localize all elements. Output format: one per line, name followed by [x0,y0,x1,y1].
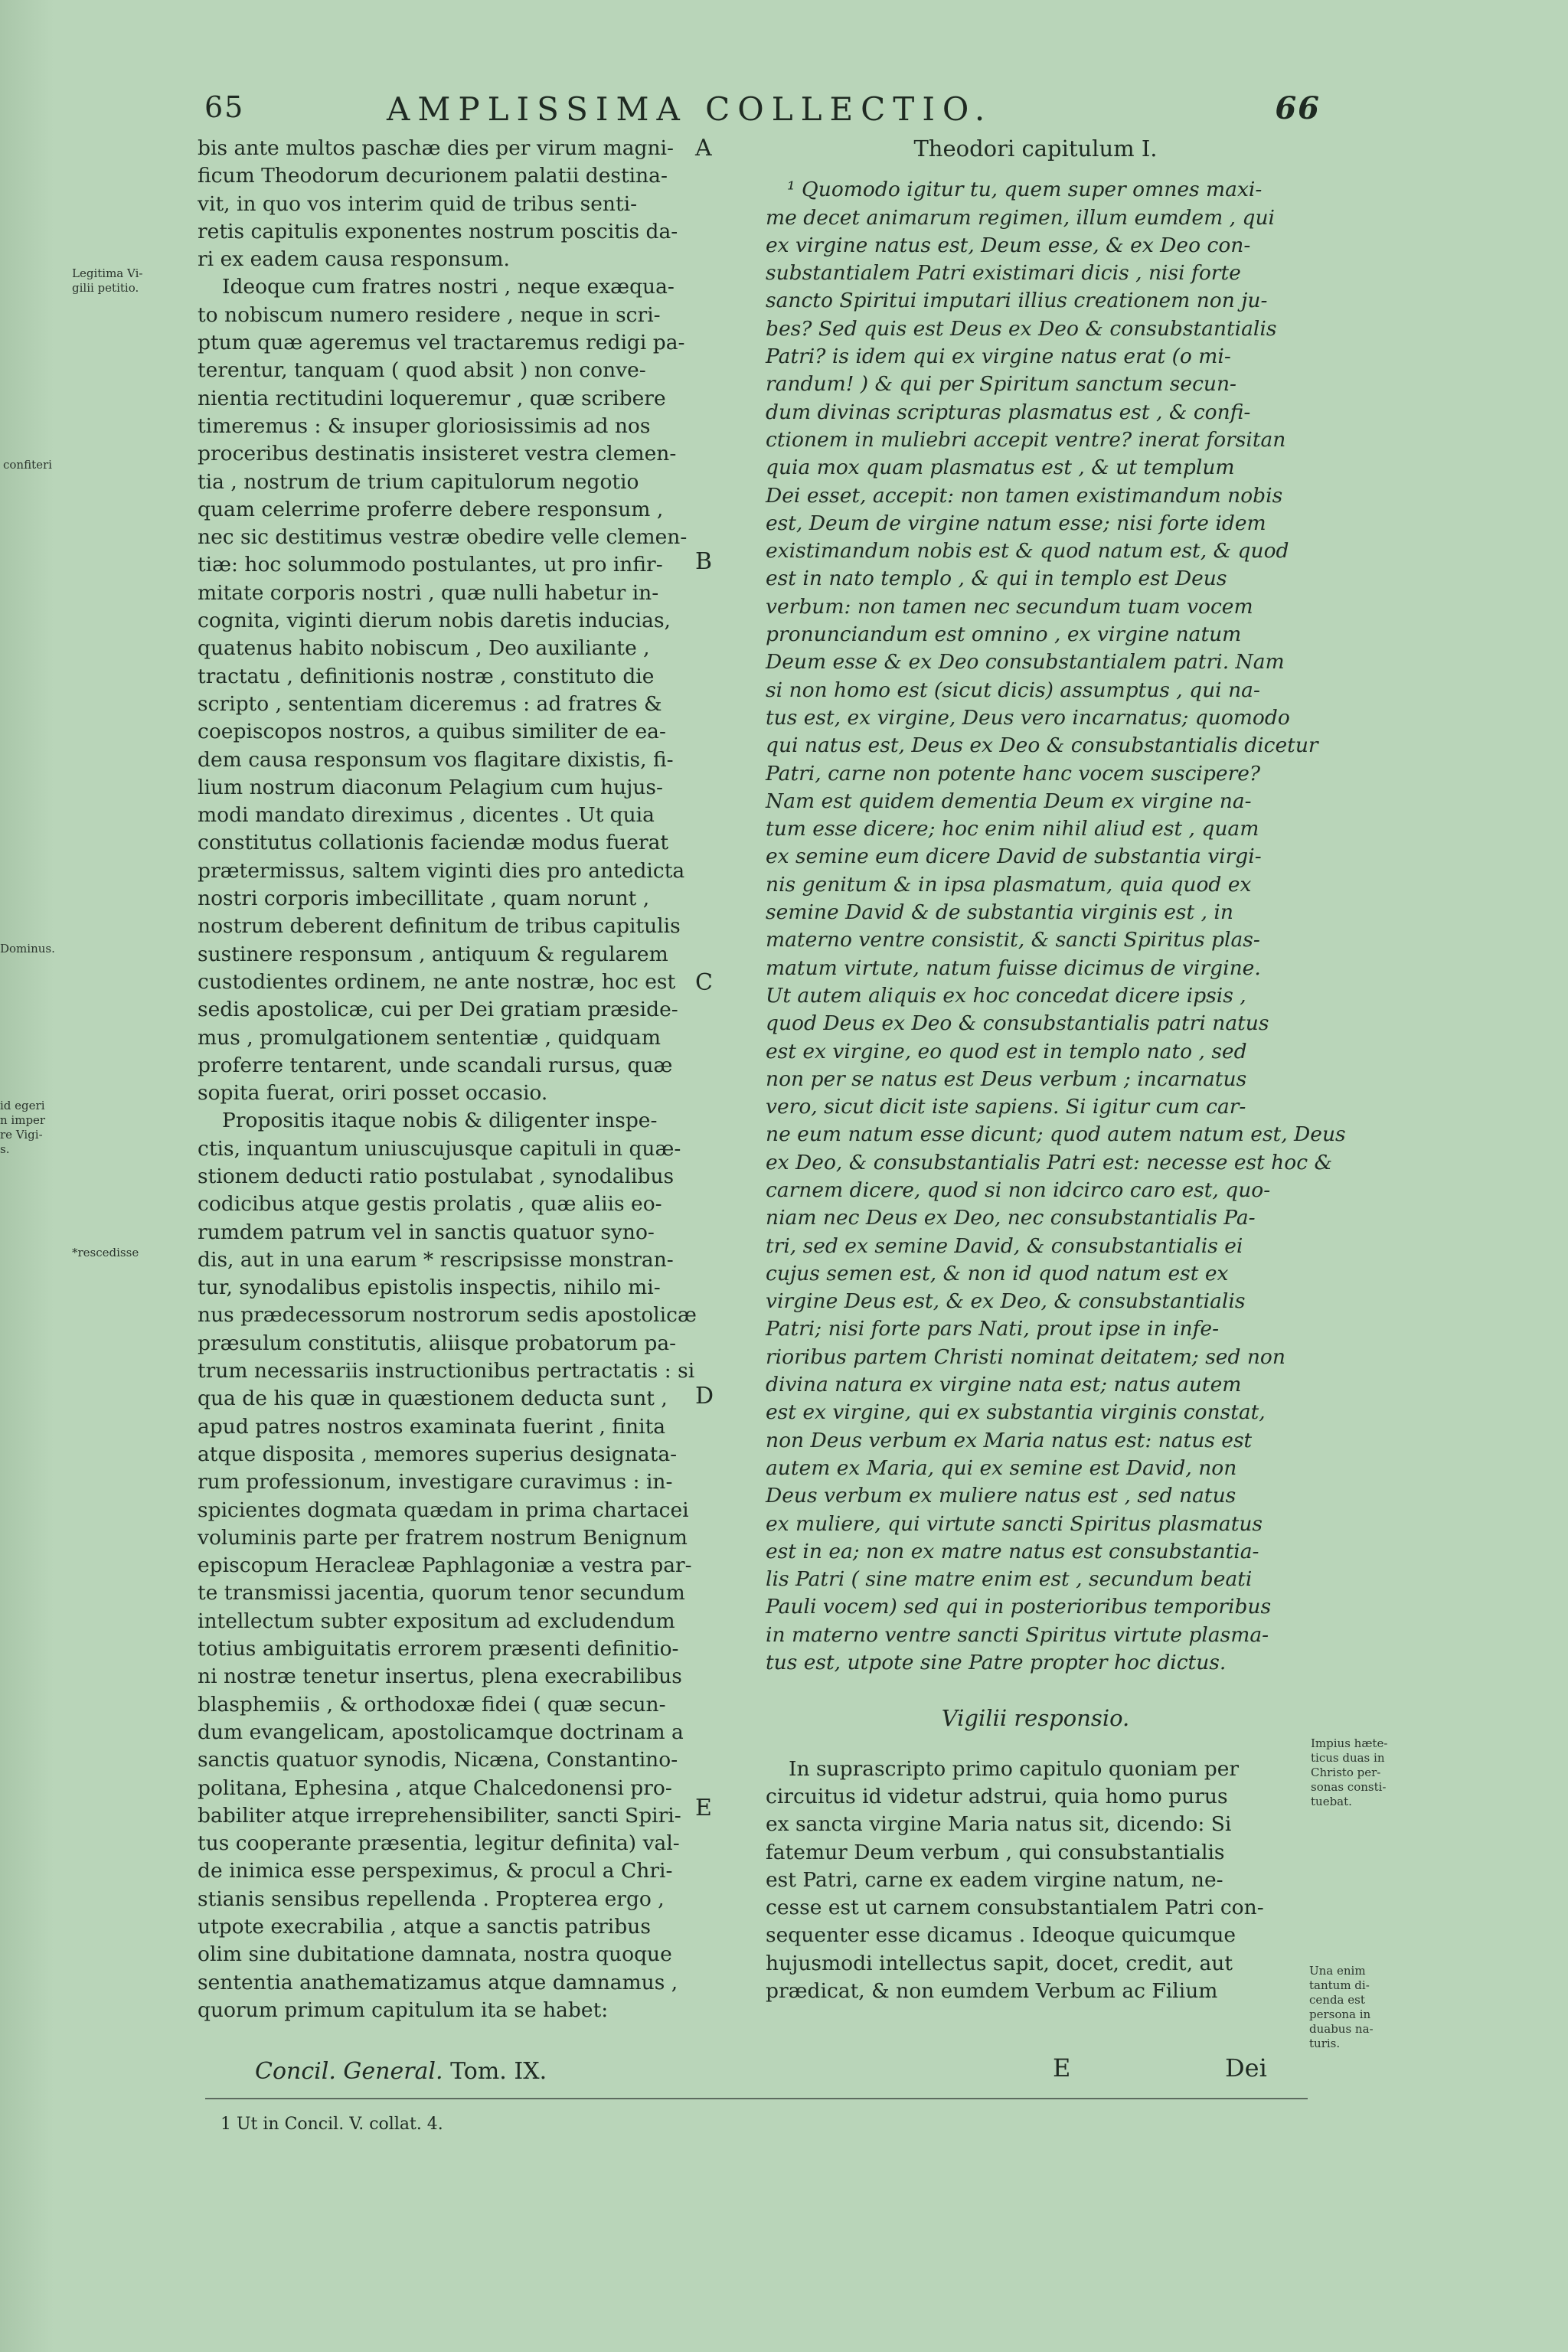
text-line: ri ex eadem causa responsum. [198,247,510,272]
text-line: custodientes ordinem, ne ante nostræ, hoc est [198,969,676,994]
text-line: tractatu , definitionis nostræ , constituto die [198,664,655,688]
text-line: divina natura ex virgine nata est; natus autem [766,1373,1242,1397]
text-line: nis genitum & in ipsa plasmatum, quia quod ex [766,872,1252,897]
section-heading: Theodori capitulum I. [913,136,1158,162]
text-line: proferre tentarent, unde scandali rursus, quæ [198,1053,673,1077]
text-line: bis ante multos paschæ dies per virum magni- [198,136,674,160]
text-line: cujus semen est, & non id quod natum est ex [766,1261,1229,1285]
tome-title: Concil. General. [255,2058,443,2085]
text-line: totius ambiguitatis errorem præsenti definitio- [198,1637,679,1661]
text-line: est, Deum de virgine natum esse; nisi forte idem [766,511,1266,535]
tome-label [255,2058,547,2085]
spacer [766,1677,1305,1704]
text-line: rum professionum, investigare curavimus : in- [198,1470,673,1494]
text-line: tus est, ex virgine, Deus vero incarnatus; quomodo [766,705,1290,730]
text-line: voluminis parte per fratrem nostrum Benignum [198,1525,688,1550]
text-line: lis Patri ( sine matre enim est , secundum beati [766,1567,1253,1592]
text-line: bes? Sed quis est Deus ex Deo & consubstantialis [766,316,1277,341]
text-line: atque disposita , memores superius designata- [198,1442,678,1466]
running-title: AMPLISSIMA COLLECTIO. [387,90,993,128]
margin-note-dominus: Dominus. [0,942,55,956]
text-line: prætermissus, saltem viginti dies pro antedicta [198,858,685,883]
text-line: qua de his quæ in quæstionem deducta sunt , [198,1387,668,1411]
text-line: Dei esset, accepit: non tamen existimandum nobis [766,483,1283,508]
text-line: nec sic destitimus vestræ obedire velle clemen- [198,525,688,550]
text-line: ex muliere, qui virtute sancti Spiritus plasmatus [766,1511,1263,1536]
text-line: intellectum subter expositum ad excludendum [198,1609,675,1633]
text-line: episcopum Heracleæ Paphlagoniæ a vestra par- [198,1553,692,1578]
text-line: Deus verbum ex muliere natus est , sed natus [766,1484,1236,1508]
text-line: ¹ Quomodo igitur tu, quem super omnes maxi- [787,178,1263,202]
text-line: hujusmodi intellectus sapit, docet, credit, aut [766,1951,1233,1975]
text-line: si non homo est (sicut dicis) assumptus , qui na- [766,678,1260,702]
text-line: proceribus destinatis insisteret vestra clemen- [198,442,677,466]
text-line: ctis, inquantum uniuscujusque capituli in quæ- [198,1136,681,1161]
spacer [766,162,1305,176]
text-line: non Deus verbum ex Maria natus est: natus est [766,1428,1253,1452]
text-line: substantialem Patri existimari dicis , nisi forte [766,261,1241,286]
text-line: dis, aut in una earum * rescripsisse monstran- [198,1247,674,1272]
text-line: coepiscopos nostros, a quibus similiter de ea- [198,720,666,744]
text-line: pronunciandum est omnino , ex virgine natum [766,622,1242,647]
text-line: ex Deo, & consubstantialis Patri est: necesse est hoc & [766,1150,1333,1174]
text-line: constitutus collationis faciendæ modus fuerat [198,831,669,855]
text-line: ctionem in muliebri accepit ventre? inerat forsitan [766,427,1286,452]
text-line: mus , promulgationem sententiæ , quidquam [198,1025,661,1050]
text-line: retis capitulis exponentes nostrum poscitis da- [198,219,678,243]
text-line: cognita, viginti dierum nobis daretis inducias, [198,609,671,633]
section-letter-d: D [695,1383,714,1410]
text-line: olim sine dubitatione damnata, nostra quoque [198,1942,672,1967]
text-line: Patri; nisi forte pars Nati, prout ipse in infe- [766,1317,1220,1341]
text-line: tus cooperante præsentia, legitur definita) val- [198,1831,680,1856]
text-line: tus est, utpote sine Patre propter hoc dictus. [766,1651,1227,1675]
tome-number: Tom. IX. [450,2058,547,2085]
text-line: mitate corporis nostri , quæ nulli habetur in- [198,580,659,605]
text-line: Pauli vocem) sed qui in posterioribus temporibus [766,1595,1272,1619]
text-line: dum evangelicam, apostolicamque doctrinam a [198,1720,684,1744]
text-line: non per se natus est Deus verbum ; incarnatus [766,1067,1247,1091]
text-line: est in ea; non ex matre natus est consubstantia- [766,1539,1259,1563]
text-line: tia , nostrum de trium capitulorum negotio [198,469,639,494]
text-line: nostrum deberent definitum de tribus capitulis [198,914,681,939]
text-line: ne eum natum esse dicunt; quod autem natum est, Deus [766,1122,1346,1147]
text-line: tum esse dicere; hoc enim nihil aliud est , quam [766,817,1259,841]
margin-note-rescedisse: *rescedisse [72,1246,139,1259]
text-line: quatenus habito nobiscum , Deo auxiliante , [198,636,650,661]
text-line: apud patres nostros examinata fuerint , finita [198,1414,666,1439]
footnote-rule [205,2098,1308,2099]
margin-note-legitima: Legitima Vi- gilii petitio. [72,266,143,295]
text-line: politana, Ephesina , atque Chalcedonensi pro- [198,1775,672,1800]
text-line: Nam est quidem dementia Deum ex virgine na- [766,789,1252,813]
text-line: prædicat, & non eumdem Verbum ac Filium [766,1979,1218,2003]
left-column [198,135,737,2024]
section-letter-b: B [695,548,713,575]
text-line: rumdem patrum vel in sanctis quatuor syno- [198,1220,655,1244]
text-line: matum virtute, natum fuisse dicimus de virgine. [766,956,1261,980]
text-line: virgine Deus est, & ex Deo, & consubstantialis [766,1289,1246,1314]
text-line: trum necessariis instructionibus pertractatis : si [198,1359,695,1383]
text-line: carnem dicere, quod si non idcirco caro est, quo- [766,1178,1271,1202]
text-line: blasphemiis , & orthodoxæ fidei ( quæ secun- [198,1692,666,1717]
text-line: fatemur Deum verbum , qui consubstantialis [766,1840,1225,1864]
text-line: qui natus est, Deus ex Deo & consubstantialis dicetur [766,733,1318,758]
text-line: quod Deus ex Deo & consubstantialis patri natus [766,1011,1269,1036]
page-number-right: 66 [1275,90,1321,126]
text-line: randum! ) & qui per Spiritum sanctum secun- [766,372,1236,397]
text-line: de inimica esse perspeximus, & procul a Chri- [198,1859,673,1883]
page-number-left: 65 [204,90,245,124]
text-line: est ex virgine, eo quod est in templo nato , sed [766,1039,1247,1063]
text-line: stionem deducti ratio postulabat , synodalibus [198,1164,675,1188]
text-line: tri, sed ex semine David, & consubstantialis ei [766,1233,1243,1258]
text-line: utpote execrabilia , atque a sanctis patribus [198,1915,651,1939]
text-line: spicientes dogmata quædam in prima chartacei [198,1498,689,1522]
text-line: vero, sicut dicit iste sapiens. Si igitur cum car- [766,1095,1246,1119]
text-line: niam nec Deus ex Deo, nec consubstantialis Pa- [766,1206,1256,1230]
text-line: Patri, carne non potente hanc vocem suscipere? [766,761,1261,786]
text-line: circuitus id videtur adstrui, quia homo purus [766,1784,1228,1808]
text-line: to nobiscum numero residere , neque in scri- [198,302,661,327]
catchword: Dei [1225,2053,1267,2082]
text-line: sequenter esse dicamus . Ideoque quicumque [766,1923,1236,1948]
text-line: existimandum nobis est & quod natum est, & quod [766,539,1289,564]
section-letter-e: E [695,1795,712,1821]
text-line: sopita fuerat, oriri posset occasio. [198,1081,548,1106]
text-line: ex virgine natus est, Deum esse, & ex Deo con- [766,233,1251,257]
text-line: ni nostræ tenetur insertus, plena execrabilibus [198,1664,682,1689]
text-line: tur, synodalibus epistolis inspectis, nihilo mi- [198,1276,661,1300]
text-line: codicibus atque gestis prolatis , quæ aliis eo- [198,1192,662,1217]
text-line: est ex virgine, qui ex substantia virginis constat, [766,1400,1266,1425]
text-line: nus prædecessorum nostrorum sedis apostolicæ [198,1303,697,1328]
text-line: lium nostrum diaconum Pelagium cum hujus- [198,775,663,799]
text-line: stianis sensibus repellenda . Propterea ergo , [198,1886,665,1911]
page-edge [0,0,54,2352]
text-line: dum divinas scripturas plasmatus est , & confi- [766,400,1251,424]
text-line: materno ventre consistit, & sancti Spiritus plas- [766,928,1260,952]
text-line: ex sancta virgine Maria natus sit, dicendo: Si [766,1812,1232,1837]
text-line: Patri? is idem qui ex virgine natus erat (o mi- [766,345,1231,369]
margin-note-egerint: id egeri n imper re Vigi- s. [0,1099,46,1156]
text-line: terentur, tanquam ( quod absit ) non conve- [198,358,646,383]
margin-note-impius: Impius hæte- ticus duas in Christo per- sonas consti- tuebat. [1311,1736,1388,1808]
margin-note-confiteri: confiteri [3,458,52,472]
text-line: sanctis quatuor synodis, Nicæna, Constantino- [198,1748,678,1772]
footnote: 1 Ut in Concil. V. collat. 4. [220,2115,443,2134]
text-line: vit, in quo vos interim quid de tribus senti- [198,191,638,216]
margin-note-una-enim: Una enim tantum di- cenda est persona in duabus na- turis. [1309,1964,1374,2050]
text-line: cesse est ut carnem consubstantialem Patri con- [766,1896,1264,1920]
text-line: quorum primum capitulum ita se habet: [198,1998,609,2022]
spacer [766,1733,1305,1756]
right-column [766,135,1346,2005]
text-line: sustinere responsum , antiquum & regularem [198,942,668,966]
text-line: scripto , sententiam diceremus : ad fratres & [198,691,662,716]
text-line: præsulum constitutis, aliisque probatorum pa- [198,1331,677,1355]
text-line: modi mandato direximus , dicentes . Ut quia [198,803,655,828]
text-line: sedis apostolicæ, cui per Dei gratiam præside- [198,998,678,1022]
text-line: est Patri, carne ex eadem virgine natum, ne- [766,1867,1223,1892]
text-line: autem ex Maria, qui ex semine est David, non [766,1455,1237,1480]
text-line: Deum esse & ex Deo consubstantialem patri. Nam [766,650,1285,675]
text-line: In suprascripto primo capitulo quoniam per [789,1756,1240,1781]
text-line: est in nato templo , & qui in templo est Deus [766,567,1227,591]
text-line: Ideoque cum fratres nostri , neque exæqua- [222,275,675,299]
text-line: semine David & de substantia virginis est , in [766,900,1233,925]
signature-mark: E [1053,2053,1071,2082]
text-line: timeremus : & insuper gloriosissimis ad nos [198,413,651,438]
text-line: sancto Spiritui imputari illius creationem non ju- [766,289,1268,313]
text-line: babiliter atque irreprehensibiliter, sancti Spiri- [198,1803,681,1828]
text-line: Ut autem aliquis ex hoc concedat dicere ipsis , [766,983,1246,1008]
text-line: in materno ventre sancti Spiritus virtute plasma- [766,1622,1269,1647]
text-line: Propositis itaque nobis & diligenter inspe- [222,1109,658,1133]
text-line: ex semine eum dicere David de substantia virgi- [766,844,1262,869]
running-header [195,90,1321,136]
section-letter-c: C [695,969,713,996]
text-line: verbum: non tamen nec secundum tuam vocem [766,594,1253,619]
text-line: rioribus partem Christi nominat deitatem; sed non [766,1344,1285,1369]
text-line: ficum Theodorum decurionem palatii destina- [198,164,668,188]
section-letter-a: A [695,135,712,162]
text-line: dem causa responsum vos flagitare dixistis, fi- [198,747,674,772]
text-line: nostri corporis imbecillitate , quam norunt , [198,887,650,911]
text-line: te transmissi jacentia, quorum tenor secundum [198,1581,685,1606]
text-line: ptum quæ ageremus vel tractaremus redigi pa- [198,331,685,355]
text-line: quam celerrime proferre debere responsum , [198,497,664,521]
text-line: tiæ: hoc solummodo postulantes, ut pro infir- [198,553,663,577]
text-line: nientia rectitudini loqueremur , quæ scribere [198,386,666,410]
text-line: me decet animarum regimen, illum eumdem , qui [766,205,1276,230]
section-heading: Vigilii responsio. [941,1705,1130,1732]
text-line: sententia anathematizamus atque damnamus , [198,1970,678,1994]
text-line: quia mox quam plasmatus est , & ut templum [766,456,1235,480]
